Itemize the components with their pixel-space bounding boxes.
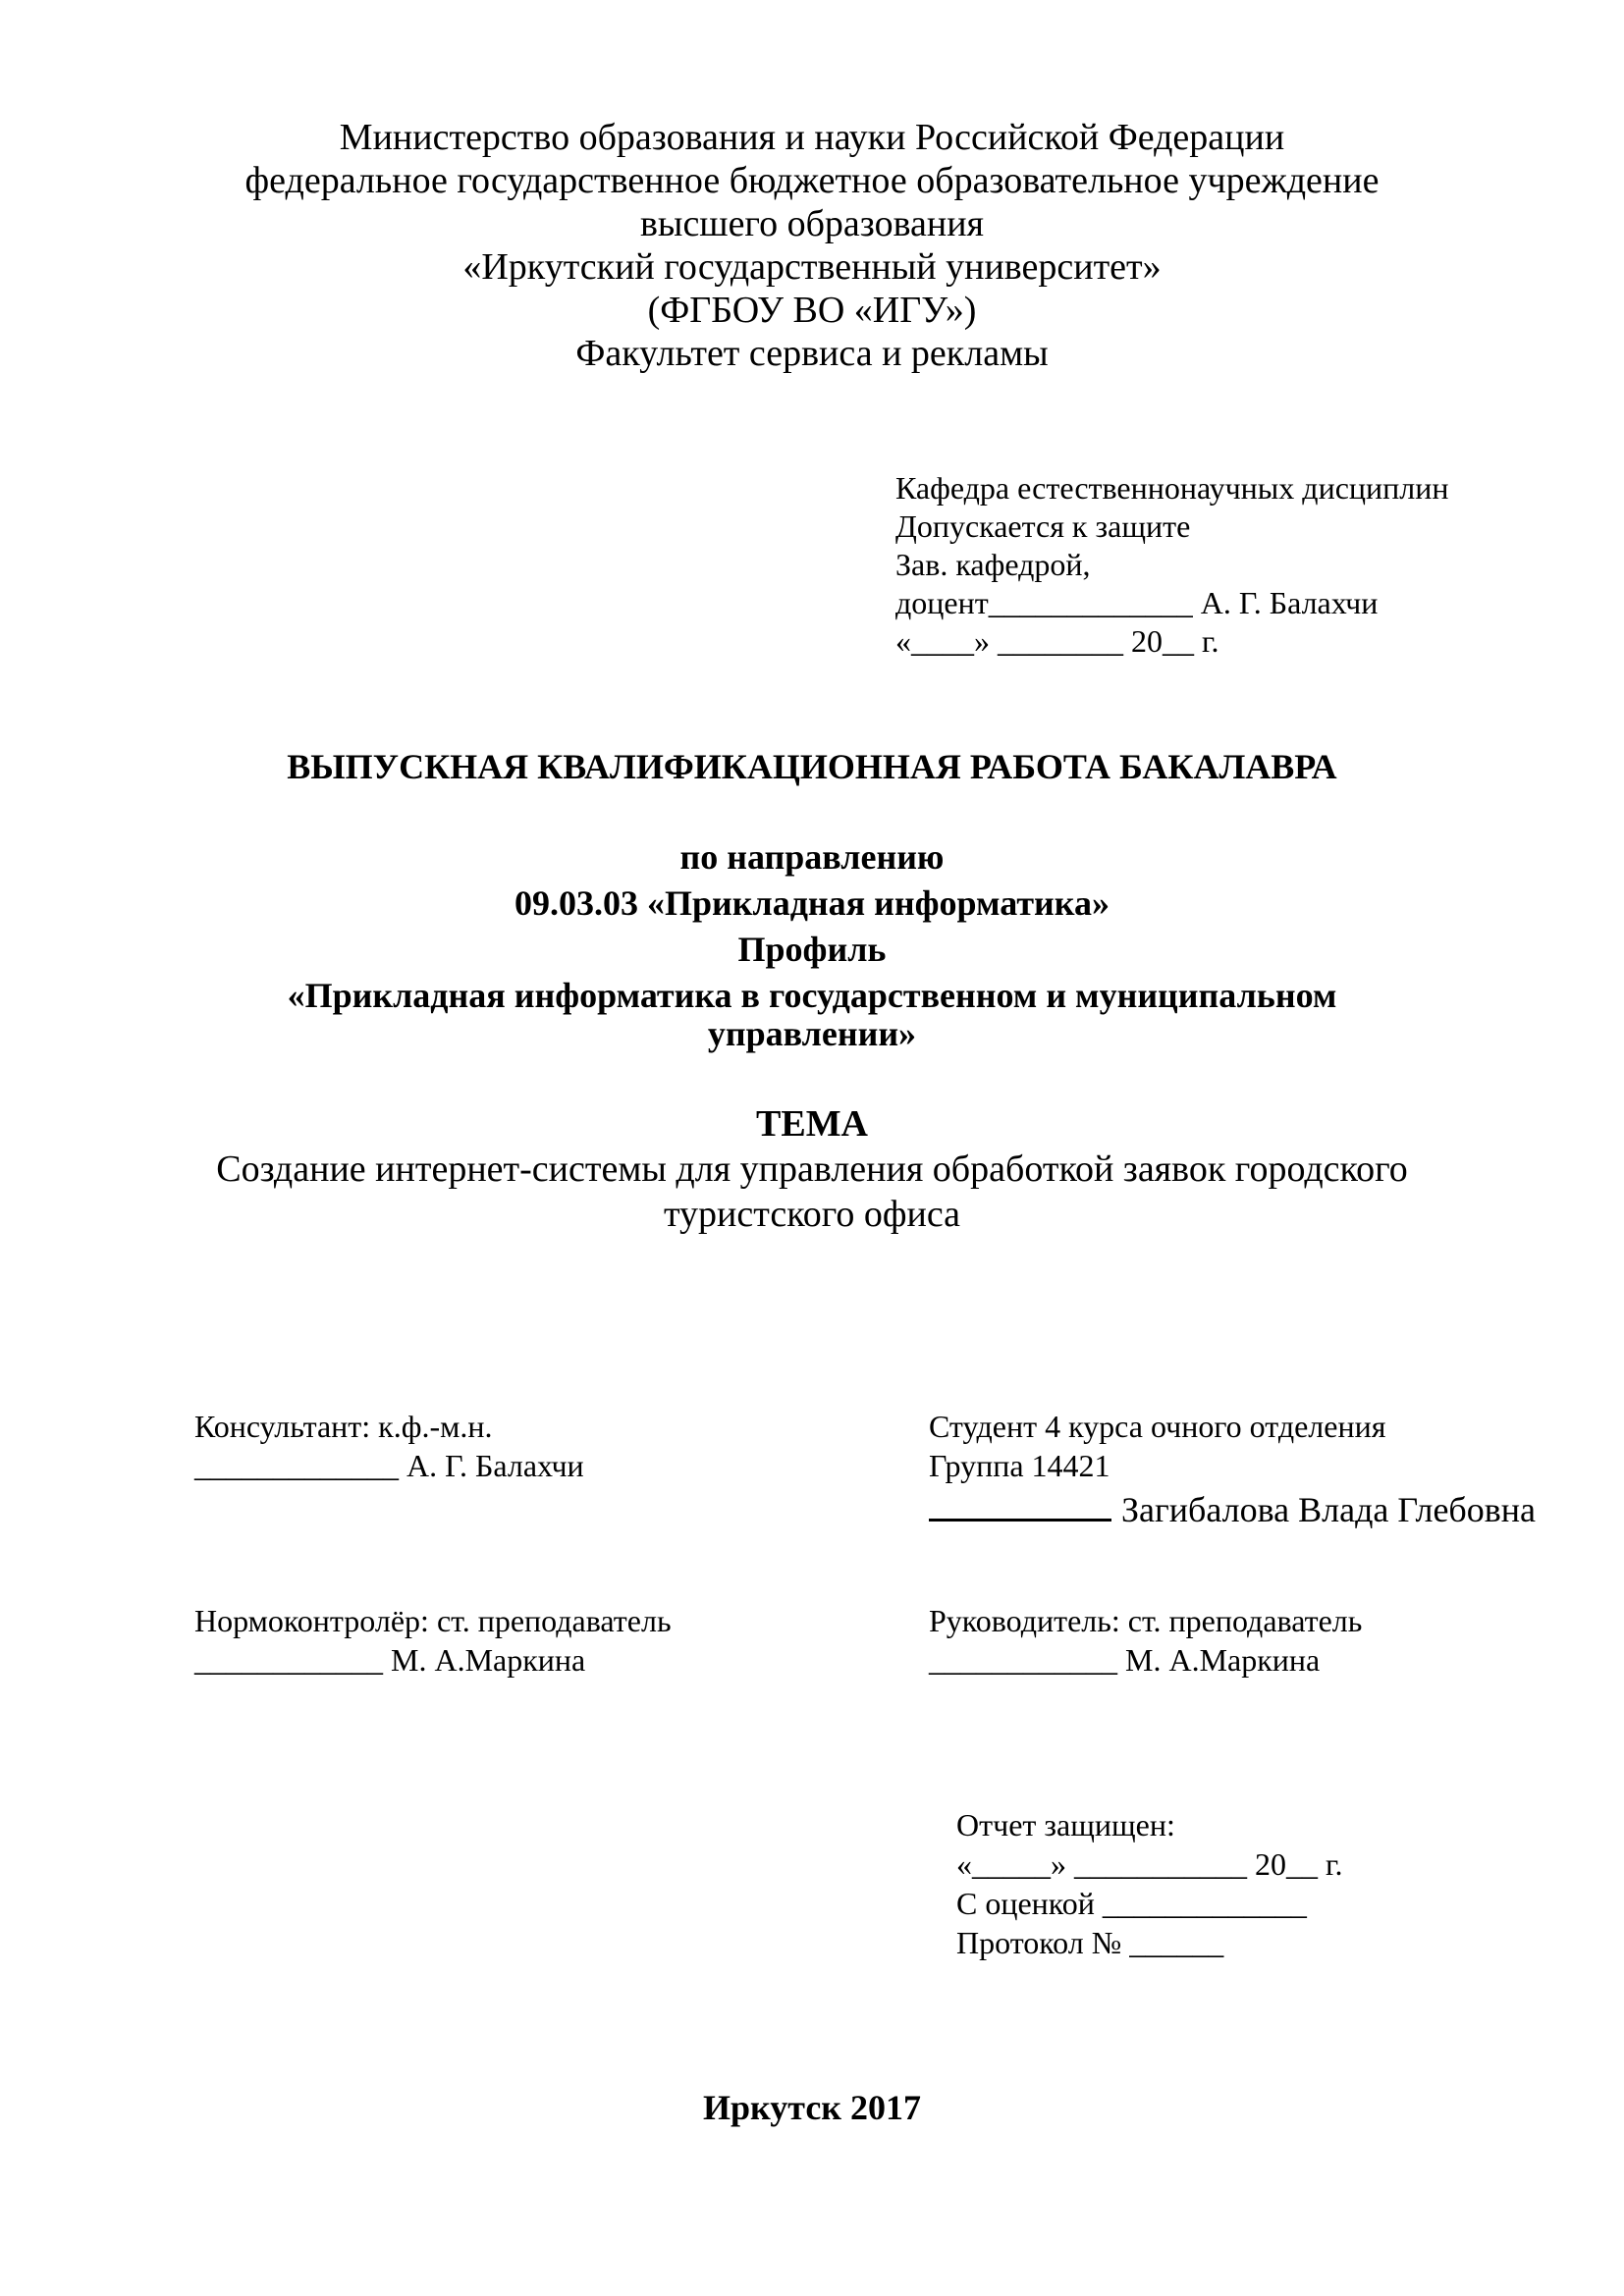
defense-protected: Отчет защищен:	[956, 1807, 1175, 1842]
supervisor-role: Руководитель: ст. преподаватель	[929, 1603, 1363, 1638]
defense-protocol: Протокол № ______	[956, 1925, 1224, 1960]
header-line-faculty: Факультет сервиса и рекламы	[575, 333, 1049, 374]
student-signature-row	[929, 1488, 1536, 1531]
student-signature-line	[929, 1491, 1111, 1522]
approval-admitted: Допускается к защите	[895, 508, 1191, 544]
approval-head: Зав. кафедрой,	[895, 547, 1091, 582]
supervisor-signature: ____________ М. А.Маркина	[929, 1642, 1321, 1678]
profile-name-line2: управлении»	[707, 1014, 917, 1053]
direction-code: 09.03.03 «Прикладная информатика»	[514, 883, 1110, 923]
direction-label: по направлению	[679, 837, 945, 877]
header-line-abbreviation: (ФГБОУ ВО «ИГУ»)	[647, 290, 977, 331]
consultant-role: Консультант: к.ф.-м.н.	[194, 1409, 493, 1444]
header-line-institution-type: федеральное государственное бюджетное образовательное учреждение	[244, 160, 1380, 201]
topic-line-1: Создание интернет-системы для управления обработкой заявок городского	[216, 1148, 1408, 1190]
student-course: Студент 4 курса очного отделения	[929, 1409, 1386, 1444]
normcontrol-role: Нормоконтролёр: ст. преподаватель	[194, 1603, 672, 1638]
profile-label: Профиль	[737, 930, 887, 969]
city-year: Иркутск 2017	[702, 2088, 922, 2127]
topic-line-2: туристского офиса	[663, 1194, 961, 1235]
consultant-signature: _____________ А. Г. Балахчи	[194, 1448, 584, 1483]
normcontrol-signature: ____________ М. А.Маркина	[194, 1642, 586, 1678]
header-line-university: «Иркутский государственный университет»	[462, 246, 1162, 288]
header-line-education-level: высшего образования	[639, 203, 985, 244]
approval-department: Кафедра естественнонаучных дисциплин	[895, 470, 1449, 506]
approval-date: «____» ________ 20__ г.	[895, 623, 1219, 659]
profile-name-line1: «Прикладная информатика в государственном и муниципальном	[287, 976, 1337, 1015]
header-line-ministry: Министерство образования и науки Российской Федерации	[339, 117, 1285, 158]
defense-date: «_____» ___________ 20__ г.	[956, 1846, 1343, 1882]
topic-heading: ТЕМА	[756, 1103, 868, 1145]
document-title: ВЫПУСКНАЯ КВАЛИФИКАЦИОННАЯ РАБОТА БАКАЛАВРА	[287, 747, 1337, 786]
approval-signature: доцент_____________ А. Г. Балахчи	[895, 585, 1379, 620]
student-name: Загибалова Влада Глебовна	[1121, 1490, 1536, 1529]
defense-grade: С оценкой _____________	[956, 1886, 1307, 1921]
student-group: Группа 14421	[929, 1448, 1110, 1483]
